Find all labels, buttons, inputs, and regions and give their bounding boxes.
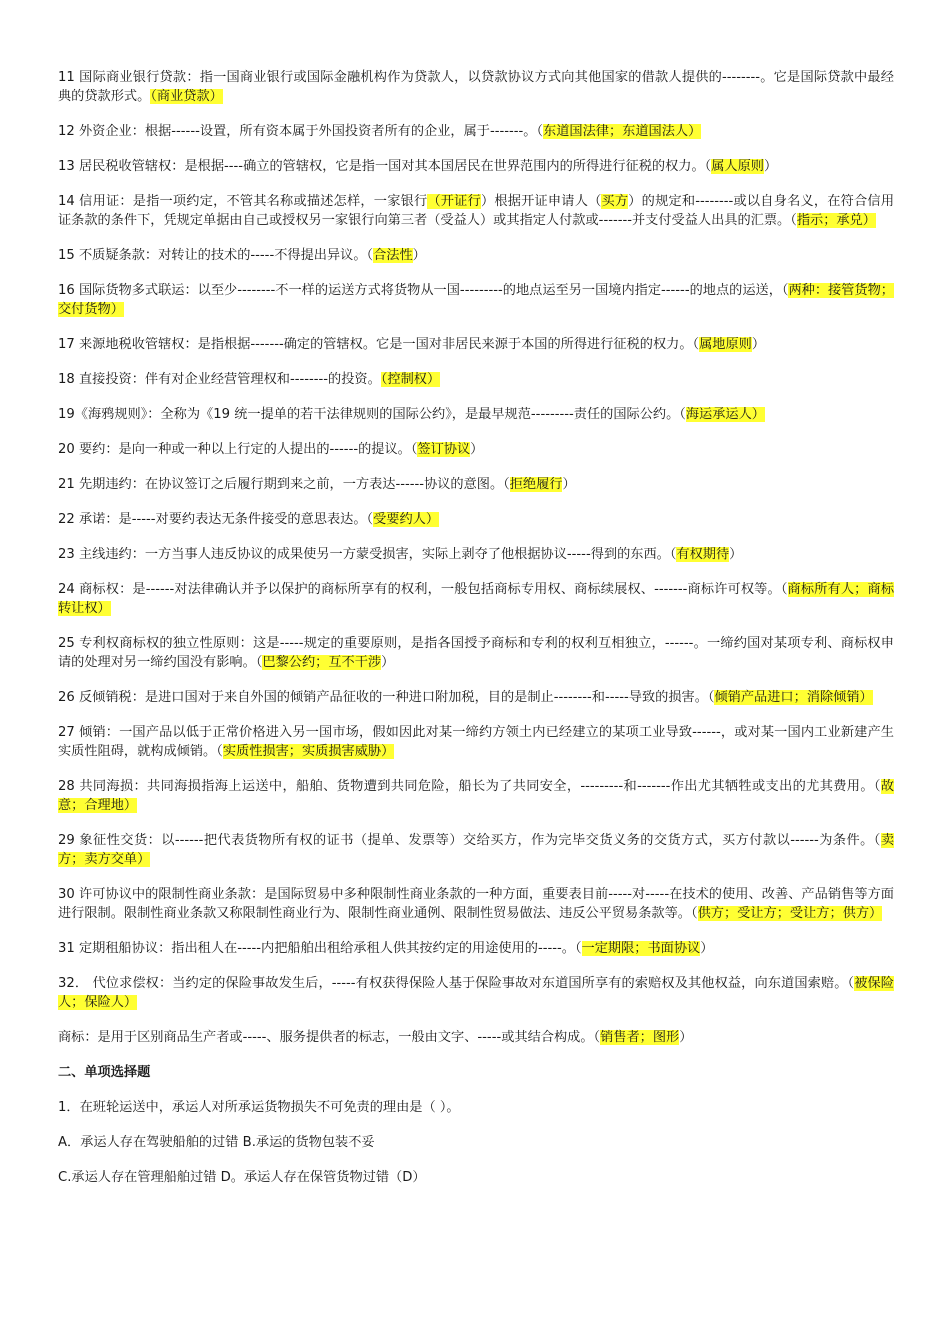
item-22: 22 承诺：是-----对要约表达无条件接受的意思表达。（受要约人） [58,512,440,527]
item-25: 25 专利权商标权的独立性原则：这是-----规定的重要原则，是指各国授予商标和专利的权利互相独立，------。一缔约国对某项专利、商标权申请的处理对另一缔约国没有影响。（巴黎公约；互不干涉） [58,636,894,670]
answer-highlight: 卖方；卖方交单） [58,833,894,867]
item-28: 28 共同海损：共同海损指海上运送中，船舶、货物遭到共同危险，船长为了共同安全，---------和-------作出尤其牺牲或支出的尤其费用。（故意；合理地） [58,779,894,813]
answer-highlight: 巴黎公约；互不干涉 [262,655,382,670]
answer-highlight: 拒绝履行 [509,477,563,492]
item-29: 29 象征性交货：以------把代表货物所有权的证书（提单、发票等）交给买方，作为完毕交货义务的交货方式，买方付款以------为条件。（卖方；卖方交单） [58,833,894,867]
item-17: 17 来源地税收管辖权：是指根据-------确定的管辖权。它是一国对非居民来源于本国的所得进行征税的权力。（属地原则） [58,337,766,352]
answer-highlight: 两种：接管货物；交付货物） [58,283,894,317]
item-15: 15 不质疑条款：对转让的技术的-----不得提出异议。（合法性） [58,248,426,263]
item-trademark: 商标：是用于区别商品生产者或-----、服务提供者的标志，一般由文字、-----或其结合构成。（销售者；图形） [58,1030,693,1045]
item-11: 11 国际商业银行贷款：指一国商业银行或国际金融机构作为贷款人，以贷款协议方式向其他国家的借款人提供的--------。它是国际贷款中最经典的贷款形式。（商业贷款） [58,70,894,104]
answer-highlight: 属地原则 [699,337,752,352]
answer-highlight: 有权期待 [676,547,730,562]
item-32: 32． 代位求偿权：当约定的保险事故发生后，-----有权获得保险人基于保险事故对东道国所享有的索赔权及其他权益，向东道国索赔。（被保险人；保险人） [58,976,894,1010]
answer-highlight: 属人原则 [711,159,764,174]
answer-highlight: 供方；受让方；受让方；供方） [697,906,883,921]
answer-highlight: （控制权） [380,372,441,387]
question-1-options-ab: A．承运人存在驾驶船舶的过错 B.承运的货物包装不妥 [58,1135,375,1150]
item-12: 12 外资企业：根据------设置，所有资本属于外国投资者所有的企业，属于-------。（东道国法律；东道国法人） [58,124,702,139]
answer-highlight: 被保险人；保险人） [58,976,894,1010]
item-20: 20 要约：是向一种或一种以上行定的人提出的------的提议。（签订协议） [58,442,484,457]
answer-highlight: 签订协议 [417,442,471,457]
item-24: 24 商标权：是------对法律确认并予以保护的商标所享有的权利，一般包括商标专用权、商标续展权、-------商标许可权等。（商标所有人；商标转让权） [58,582,895,616]
item-26: 26 反倾销税：是进口国对于来自外国的倾销产品征收的一种进口附加税，目的是制止--------和-----导致的损害。（倾销产品进口；消除倾销） [58,690,873,705]
answer-highlight: 一定期限；书面协议 [581,941,701,956]
answer-highlight: 合法性 [373,248,413,263]
item-31: 31 定期租船协议：指出租人在-----内把船舶出租给承租人供其按约定的用途使用的-----。（一定期限；书面协议） [58,941,714,956]
answer-highlight: 海运承运人） [685,407,765,422]
document-page [58,68,894,1203]
answer-highlight: 故意；合理地） [58,779,894,813]
item-30: 30 许可协议中的限制性商业条款：是国际贸易中多种限制性商业条款的一种方面，重要表目前-----对-----在技术的使用、改善、产品销售等方面进行限制。限制性商业条款又称限制性商业行为、限制性商业通例、限制性贸易做法、违反公平贸易条款等。（供方；受让方；受让方；供方） [58,887,894,921]
item-27: 27 倾销：一国产品以低于正常价格进入另一国市场，假如因此对某一缔约方领土内已经建立的某项工业导致------，或对某一国内工业新建产生实质性阻碍，就构成倾销。（实质性损害；实质损害威胁） [58,725,894,759]
answer-highlight: （商业贷款） [150,89,223,104]
answer-highlight: 受要约人） [373,512,440,527]
section-title: 二、单项选择题 [58,1065,151,1080]
answer-highlight: 倾销产品进口；消除倾销） [714,690,873,705]
answer-highlight: 实质性损害；实质损害威胁） [222,744,395,759]
answer-highlight: 商标所有人；商标转让权） [58,582,895,616]
answer-highlight: 指示；承兑） [796,213,876,228]
question-1: 1．在班轮运送中，承运人对所承运货物损失不可免责的理由是（ ）。 [58,1100,460,1115]
item-13: 13 居民税收管辖权：是根据----确立的管辖权，它是指一国对其本国居民在世界范围内的所得进行征税的权力。（属人原则） [58,159,778,174]
answer-highlight: 东道国法律；东道国法人） [543,124,702,139]
item-18: 18 直接投资：伴有对企业经营管理权和--------的投资。（控制权） [58,372,441,387]
item-21: 21 先期违约：在协议签订之后履行期到来之前，一方表达------协议的意图。（拒绝履行） [58,477,576,492]
answer-highlight: 买方 [601,194,629,209]
answer-highlight: （开证行 [427,194,481,209]
answer-highlight: 销售者；图形 [600,1030,680,1045]
item-19: 19《海鸦规则》：全称为《19 统一提单的若干法律规则的国际公约》，是最早规范---------责任的国际公约。（海运承运人） [58,407,765,422]
item-14: 14 信用证：是指一项约定，不管其名称或描述怎样，一家银行（开证行）根据开证申请人（买方）的规定和--------或以自身名义，在符合信用证条款的条件下，凭规定单据由自己或授权另一家银行向第三者（受益人）或其指定人付款或-------并支付受益人出具的汇票。（指示；承兑） [58,194,895,228]
question-1-options-cd: C.承运人存在管理船舶过错 D。承运人存在保管货物过错（D） [58,1170,426,1185]
item-23: 23 主线违约：一方当事人违反协议的成果使另一方蒙受损害，实际上剥夺了他根据协议-----得到的东西。（有权期待） [58,547,743,562]
item-16: 16 国际货物多式联运：以至少--------不一样的运送方式将货物从一国---------的地点运至另一国境内指定------的地点的运送，（两种：接管货物；交付货物） [58,283,894,317]
